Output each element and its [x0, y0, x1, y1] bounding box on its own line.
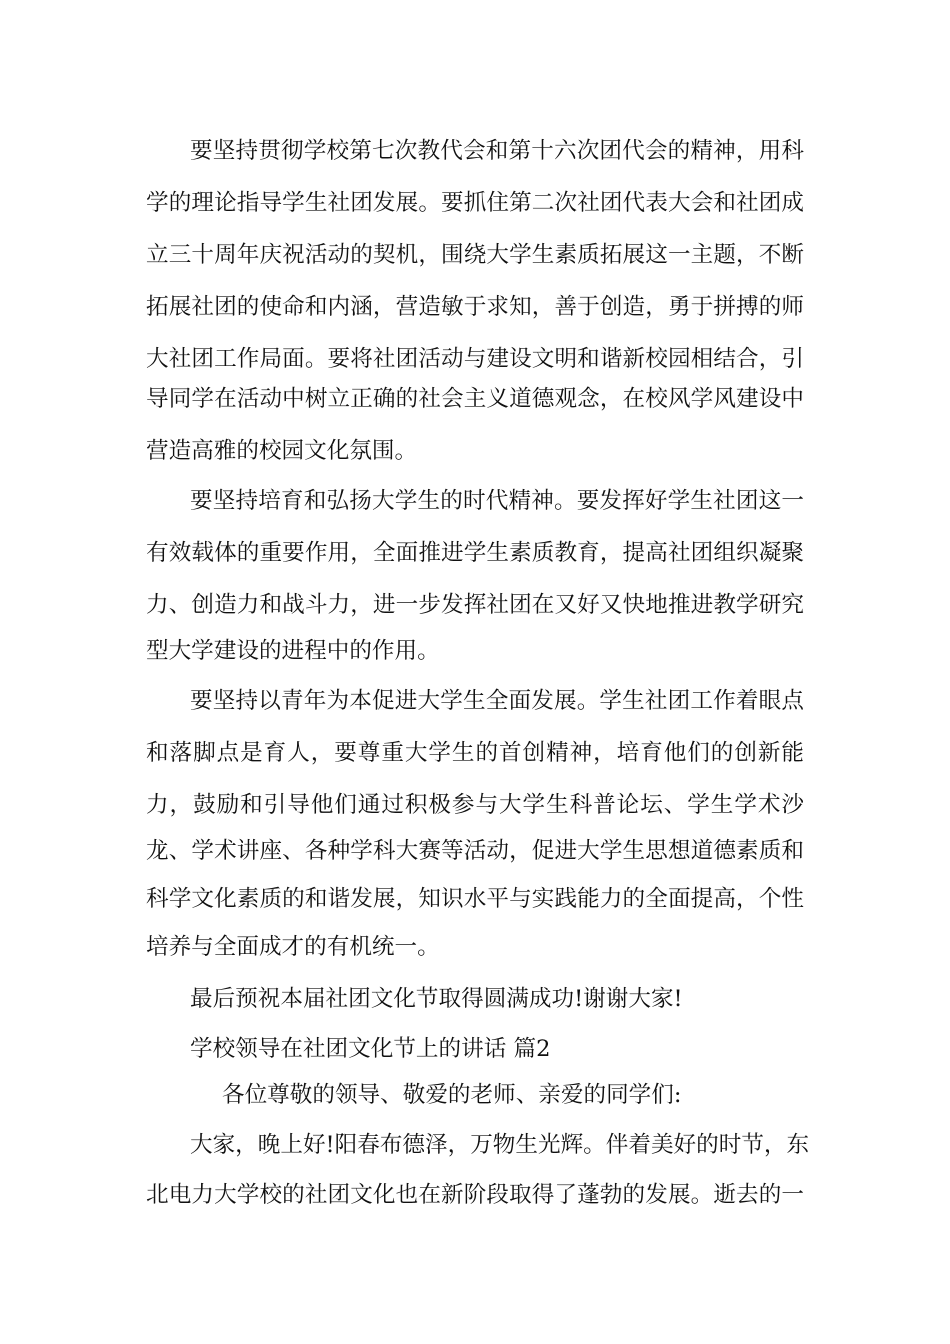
text-line-17: 培养与全面成才的有机统一。 [146, 934, 440, 960]
text-line-13: 和落脚点是育人，要尊重大学生的首创精神，培育他们的创新能 [146, 740, 804, 766]
text-line-8: 要坚持培育和弘扬大学生的时代精神。要发挥好学生社团这一 [190, 488, 804, 514]
text-line-5: 大社团工作局面。要将社团活动与建设文明和谐新校园相结合，引 [146, 346, 804, 372]
text-line-6: 导同学在活动中树立正确的社会主义道德观念，在校风学风建设中 [146, 386, 804, 412]
text-line-3: 立三十周年庆祝活动的契机，围绕大学生素质拓展这一主题，不断 [146, 242, 804, 268]
text-line-18: 最后预祝本届社团文化节取得圆满成功!谢谢大家! [190, 986, 683, 1012]
text-line-16: 科学文化素质的和谐发展，知识水平与实践能力的全面提高，个性 [146, 886, 804, 912]
text-line-11: 型大学建设的进程中的作用。 [146, 638, 440, 664]
text-line-21: 大家，晚上好!阳春布德泽，万物生光辉。伴着美好的时节，东 [190, 1132, 810, 1158]
text-line-15: 龙、学术讲座、各种学科大赛等活动，促进大学生思想道德素质和 [146, 838, 804, 864]
text-line-14: 力，鼓励和引导他们通过积极参与大学生科普论坛、学生学术沙 [146, 792, 804, 818]
salutation-line: 各位尊敬的领导、敬爱的老师、亲爱的同学们: [222, 1082, 682, 1108]
text-line-1: 要坚持贯彻学校第七次教代会和第十六次团代会的精神，用科 [190, 138, 804, 164]
text-line-2: 学的理论指导学生社团发展。要抓住第二次社团代表大会和社团成 [146, 190, 804, 216]
text-line-10: 力、创造力和战斗力，进一步发挥社团在又好又快地推进教学研究 [146, 592, 804, 618]
text-line-12: 要坚持以青年为本促进大学生全面发展。学生社团工作着眼点 [190, 688, 804, 714]
text-line-22: 北电力大学校的社团文化也在新阶段取得了蓬勃的发展。逝去的一 [146, 1182, 804, 1208]
text-line-9: 有效载体的重要作用，全面推进学生素质教育，提高社团组织凝聚 [146, 540, 804, 566]
text-line-7: 营造高雅的校园文化氛围。 [146, 438, 418, 464]
text-line-4: 拓展社团的使命和内涵，营造敏于求知，善于创造，勇于拼搏的师 [146, 294, 804, 320]
section-heading: 学校领导在社团文化节上的讲话 篇2 [190, 1036, 551, 1062]
